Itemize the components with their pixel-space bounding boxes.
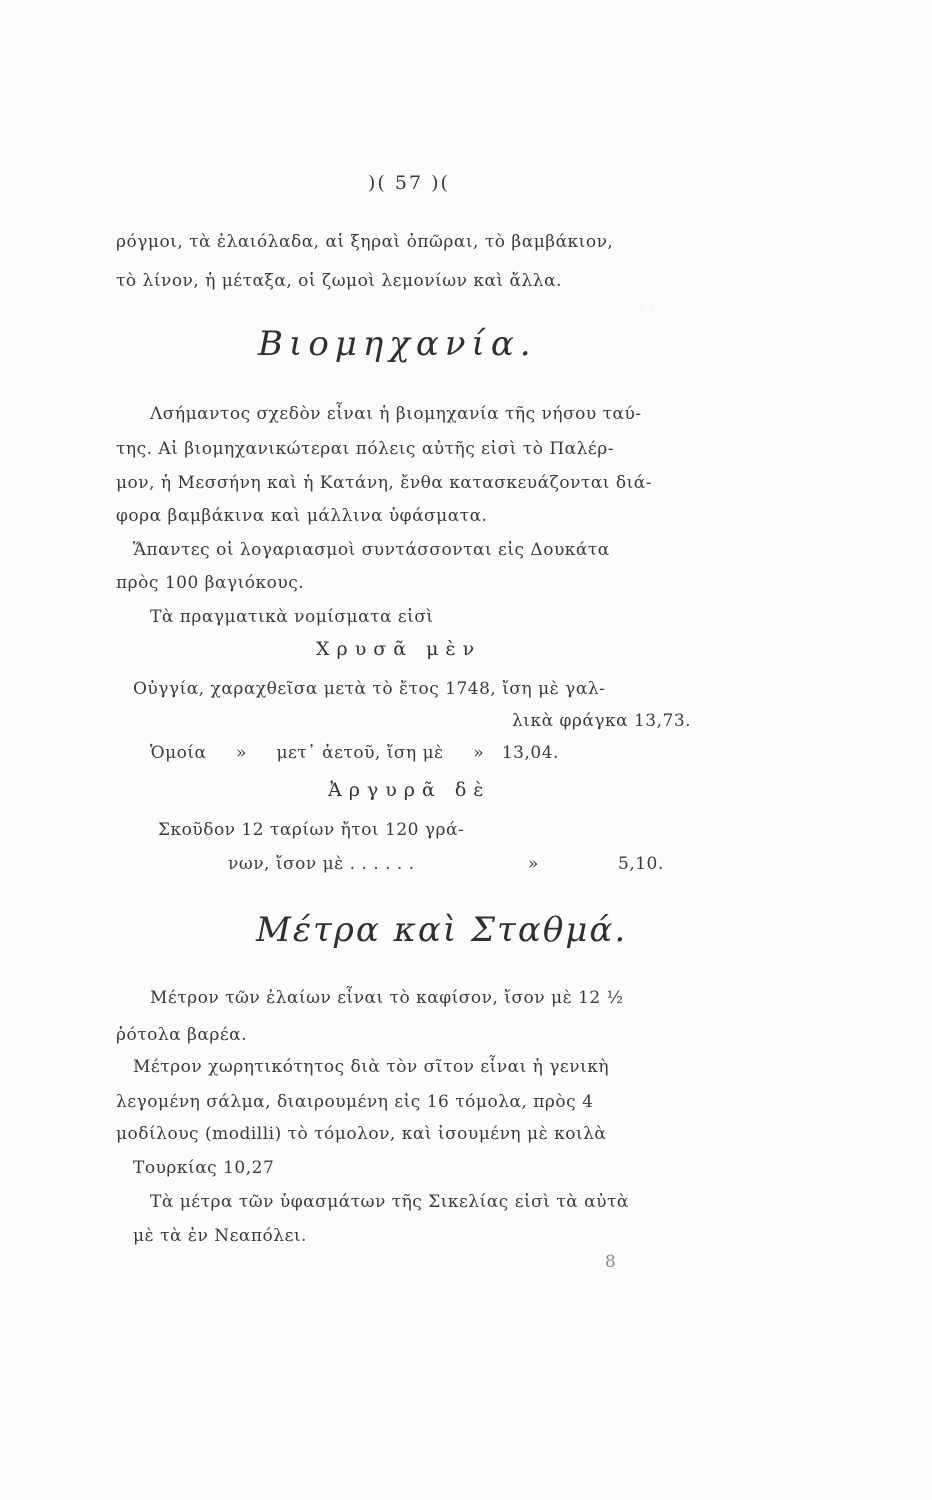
paragraph-line: μὲ τὰ ἐν Νεαπόλει. [133,1226,307,1246]
gold-row: Οὐγγία, χαραχθεῖσα μετὰ τὸ ἔτος 1748, ἴση μὲ γαλ- [133,679,606,699]
paragraph-line: Τουρκίας 10,27 [133,1158,275,1178]
paragraph-line: μον, ἡ Μεσσήνη καὶ ἡ Κατάνη, ἔνθα κατασκευάζονται διά- [116,473,652,493]
paragraph-line: Τὰ πραγματικὰ νομίσματα εἰσὶ [150,607,434,627]
gold-row: Ὁμοία » μετ᾽ ἀετοῦ, ἴση μὲ » 13,04. [150,743,559,763]
intro-line-1: ρόγμοι, τὰ ἐλαιόλαδα, αἱ ξηραὶ ὀπῶραι, τὸ βαμβάκιον, [116,232,614,252]
intro-line-2: τὸ λίνον, ἡ μέταξα, οἱ ζωμοὶ λεμονίων καὶ ἄλλα. [116,271,562,291]
paragraph-line: Ἅπαντες οἱ λογαριασμοὶ συντάσσονται εἰς Δουκάτα [133,540,610,560]
paragraph-line: Τὰ μέτρα τῶν ὑφασμάτων τῆς Σικελίας εἰσὶ τὰ αὐτὰ [150,1192,629,1212]
silver-coins-heading: Ἀργυρᾶ δὲ [328,779,491,801]
silver-row-value: 5,10. [618,854,664,874]
silver-row: νων, ἴσον μὲ . . . . . . [228,854,415,874]
page-number: )( 57 )( [368,172,450,194]
section-title-measures: Μέτρα καὶ Σταθμά. [256,910,628,950]
gold-coins-heading: Χρυσᾶ μὲν [316,638,482,660]
paragraph-line: Μέτρον τῶν ἐλαίων εἶναι τὸ καφίσον, ἴσον μὲ 12 ½ [150,988,624,1008]
paragraph-line: μοδίλους (modilli) τὸ τόμολον, καὶ ἰσουμένη μὲ κοιλὰ [116,1124,607,1144]
paragraph-line: Λσήμαντος σχεδὸν εἶναι ἡ βιομηχανία τῆς νήσου ταύ- [150,404,642,424]
section-title-industry: Βιομηχανία. [258,324,537,364]
bleed-through-text: · · · [630,300,654,318]
paragraph-line: ῥότολα βαρέα. [116,1025,248,1045]
paragraph-line: της. Αἱ βιομηχανικώτεραι πόλεις αὐτῆς εἰσὶ τὸ Παλέρ- [116,439,614,459]
paragraph-line: φορα βαμβάκινα καὶ μάλλινα ὑφάσματα. [116,506,488,526]
paragraph-line: πρὸς 100 βαγιόκους. [116,573,305,593]
gold-row: λικὰ φράγκα 13,73. [512,711,692,731]
signature-mark: 8 [605,1252,617,1272]
paragraph-line: λεγομένη σάλμα, διαιρουμένη εἰς 16 τόμολα, πρὸς 4 [116,1092,594,1112]
silver-row-mark: » [528,854,539,874]
silver-row: Σκοῦδον 12 ταρίων ἤτοι 120 γρά- [158,820,465,840]
paragraph-line: Μέτρον χωρητικότητος διὰ τὸν σῖτον εἶναι ἡ γενικὴ [133,1057,610,1077]
